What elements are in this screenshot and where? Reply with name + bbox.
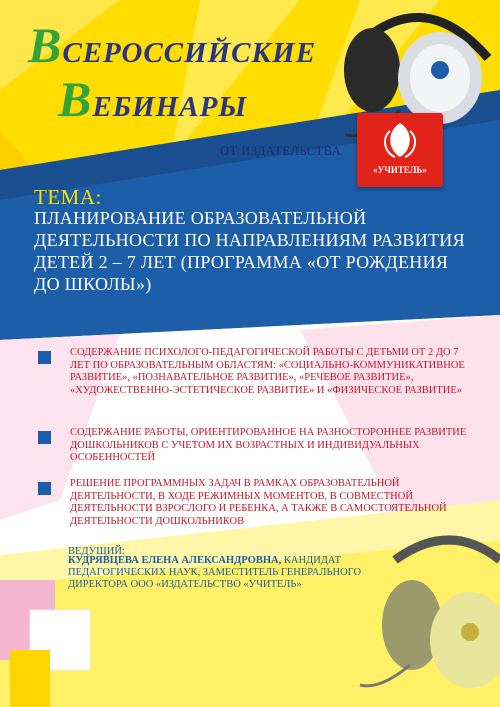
- theme-title: ПЛАНИРОВАНИЕ ОБРАЗОВАТЕЛЬНОЙ ДЕЯТЕЛЬНОСТИ ПО НАПРАВЛЕНИЯМ РАЗВИТИЯ ДЕТЕЙ 2 – 7 ЛЕТ (ПРОГРАММА «ОТ РОЖДЕНИЯ ДО ШКОЛЫ»): [34, 208, 465, 294]
- brand-title-line-1: [28, 17, 317, 73]
- logo-emblem-icon: [357, 113, 443, 187]
- brand-word: ЕБИНАРЫ: [92, 91, 248, 123]
- brand-word: СЕРОССИЙСКИЕ: [62, 37, 317, 69]
- brand-title-line-2: [58, 71, 248, 127]
- publisher-logo: [357, 113, 443, 187]
- logo-caption: «УЧИТЕЛЬ»: [373, 165, 427, 175]
- publisher-note: ОТ ИЗДАТЕЛЬСТВА: [220, 144, 342, 158]
- square-bullet-icon: [38, 482, 51, 495]
- brand-cap-letter: В: [28, 17, 63, 73]
- square-bullet-icon: [38, 431, 51, 444]
- list-item-text: СОДЕРЖАНИЕ ПСИХОЛОГО-ПЕДАГОГИЧЕСКОЙ РАБОТЫ С ДЕТЬМИ ОТ 2 ДО 7 ЛЕТ ПО ОБРАЗОВАТЕЛЬНЫМ ОБЛАСТЯМ: «СОЦИАЛЬНО-КОММУНИКАТИВНОЕ РАЗВИТИЕ», «ПОЗНАВАТЕЛЬНОЕ РАЗВИТИЕ», «РЕЧЕВОЕ РАЗВИТИЕ», «ХУДОЖЕСТВЕННО-ЭСТЕТИЧЕСКОЕ РАЗВИТИЕ» И «ФИЗИЧЕСКОЕ РАЗВИТИЕ»: [70, 347, 465, 396]
- list-item-text: СОДЕРЖАНИЕ РАБОТЫ, ОРИЕНТИРОВАННОЕ НА РАЗНОСТОРОННЕЕ РАЗВИТИЕ ДОШКОЛЬНИКОВ С УЧЕТОМ ИХ ВОЗРАСТНЫХ И ИНДИВИДУАЛЬНЫХ ОСОБЕННОСТЕЙ: [70, 427, 467, 463]
- theme-label: ТЕМА:: [34, 185, 102, 209]
- host-label: ВЕДУЩИЙ:: [68, 546, 125, 557]
- host-info: [68, 555, 398, 591]
- brand-cap-letter: В: [58, 71, 93, 127]
- square-bullet-icon: [38, 351, 51, 364]
- host-name: КУДРЯВЦЕВА ЕЛЕНА АЛЕКСАНДРОВНА,: [68, 555, 282, 566]
- list-item-text: РЕШЕНИЕ ПРОГРАММНЫХ ЗАДАЧ В РАМКАХ ОБРАЗОВАТЕЛЬНОЙ ДЕЯТЕЛЬНОСТИ, В ХОДЕ РЕЖИМНЫХ МОМЕНТОВ, В СОВМЕСТНОЙ ДЕЯТЕЛЬНОСТИ ВЗРОСЛОГО И РЕБЕНКА, А ТАКЖЕ В САМОСТОЯТЕЛЬНОЙ ДЕЯТЕЛЬНОСТИ ДОШКОЛЬНИКОВ: [70, 478, 447, 527]
- host-details: КАНДИДАТ ПЕДАГОГИЧЕСКИХ НАУК, ЗАМЕСТИТЕЛЬ ГЕНЕРАЛЬНОГО ДИРЕКТОРА ООО «ИЗДАТЕЛЬСТВО «УЧИТЕЛЬ»: [68, 555, 362, 590]
